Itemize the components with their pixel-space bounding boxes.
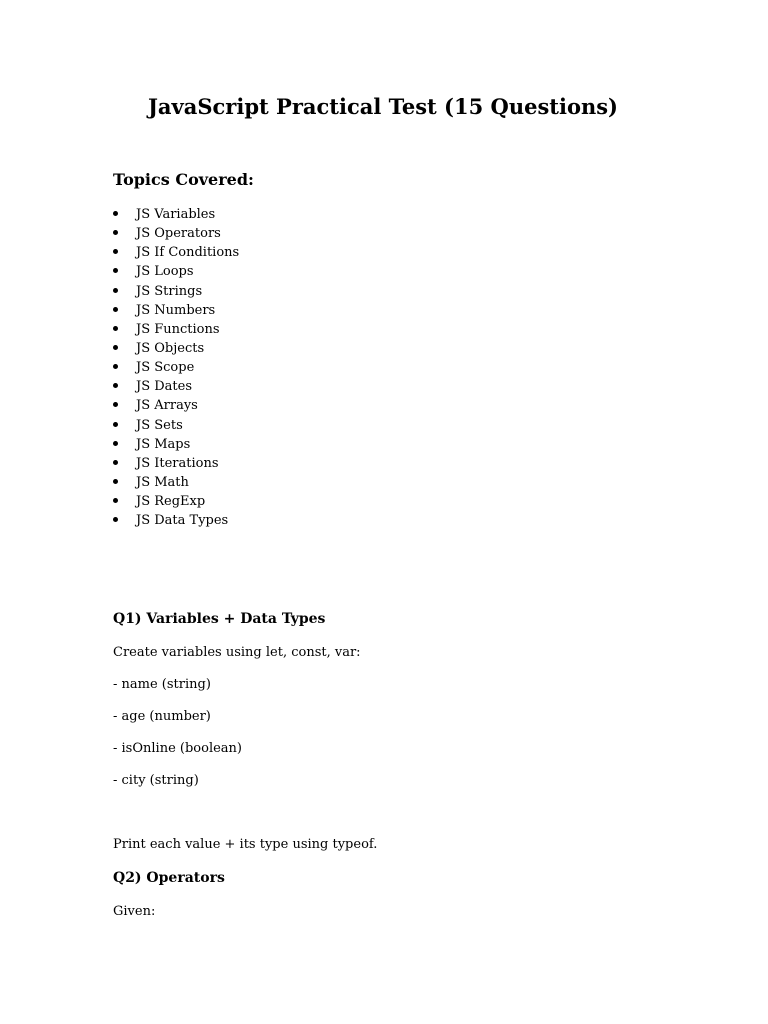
bullet-icon xyxy=(113,498,118,503)
bullet-icon xyxy=(113,230,118,235)
q1-heading: Q1) Variables + Data Types xyxy=(113,611,326,627)
list-item xyxy=(113,396,239,415)
list-item xyxy=(113,205,239,224)
topic-label: JS Scope xyxy=(136,360,195,376)
topic-label: JS Dates xyxy=(136,379,193,395)
bullet-icon xyxy=(113,479,118,484)
topic-label: JS Data Types xyxy=(136,513,229,529)
q1-intro: Create variables using let, const, var: xyxy=(113,645,361,660)
list-item xyxy=(113,243,239,262)
topics-list xyxy=(113,205,239,530)
list-item xyxy=(113,454,239,473)
q1-item-name: - name (string) xyxy=(113,677,211,692)
bullet-icon xyxy=(113,249,118,254)
list-item xyxy=(113,435,239,454)
q1-item-city: - city (string) xyxy=(113,773,199,788)
topic-label: JS Math xyxy=(136,474,189,490)
q2-heading: Q2) Operators xyxy=(113,870,225,886)
q2-intro: Given: xyxy=(113,904,156,919)
topic-label: JS Iterations xyxy=(136,455,219,471)
topic-label: JS Sets xyxy=(136,417,183,433)
list-item xyxy=(113,262,239,281)
list-item xyxy=(113,377,239,396)
bullet-icon xyxy=(113,307,118,312)
bullet-icon xyxy=(113,268,118,273)
bullet-icon xyxy=(113,422,118,427)
list-item xyxy=(113,320,239,339)
topic-label: JS RegExp xyxy=(136,494,206,510)
list-item xyxy=(113,339,239,358)
topic-label: JS Numbers xyxy=(136,302,216,318)
bullet-icon xyxy=(113,517,118,522)
list-item xyxy=(113,473,239,492)
topic-label: JS Variables xyxy=(136,207,216,222)
list-item xyxy=(113,282,239,301)
list-item xyxy=(113,492,239,511)
q1-item-age: - age (number) xyxy=(113,709,211,724)
topic-label: JS Objects xyxy=(136,340,205,356)
bullet-icon xyxy=(113,460,118,465)
bullet-icon xyxy=(113,402,118,407)
bullet-icon xyxy=(113,326,118,331)
topic-label: JS Strings xyxy=(136,283,203,299)
bullet-icon xyxy=(113,288,118,293)
bullet-icon xyxy=(113,345,118,350)
topic-label: JS If Conditions xyxy=(136,245,240,261)
list-item xyxy=(113,358,239,377)
list-item xyxy=(113,301,239,320)
document-title: JavaScript Practical Test (15 Questions) xyxy=(148,94,618,119)
topic-label: JS Operators xyxy=(136,226,221,242)
bullet-icon xyxy=(113,211,118,216)
list-item xyxy=(113,511,239,530)
topic-label: JS Functions xyxy=(136,321,220,337)
q1-item-isonline: - isOnline (boolean) xyxy=(113,741,242,756)
bullet-icon xyxy=(113,441,118,446)
topic-label: JS Arrays xyxy=(136,398,198,414)
topic-label: JS Maps xyxy=(136,436,191,452)
q1-instruction: Print each value + its type using typeof. xyxy=(113,837,378,852)
list-item xyxy=(113,224,239,243)
bullet-icon xyxy=(113,383,118,388)
list-item xyxy=(113,416,239,435)
bullet-icon xyxy=(113,364,118,369)
topic-label: JS Loops xyxy=(136,264,194,280)
topics-heading: Topics Covered: xyxy=(113,170,254,189)
